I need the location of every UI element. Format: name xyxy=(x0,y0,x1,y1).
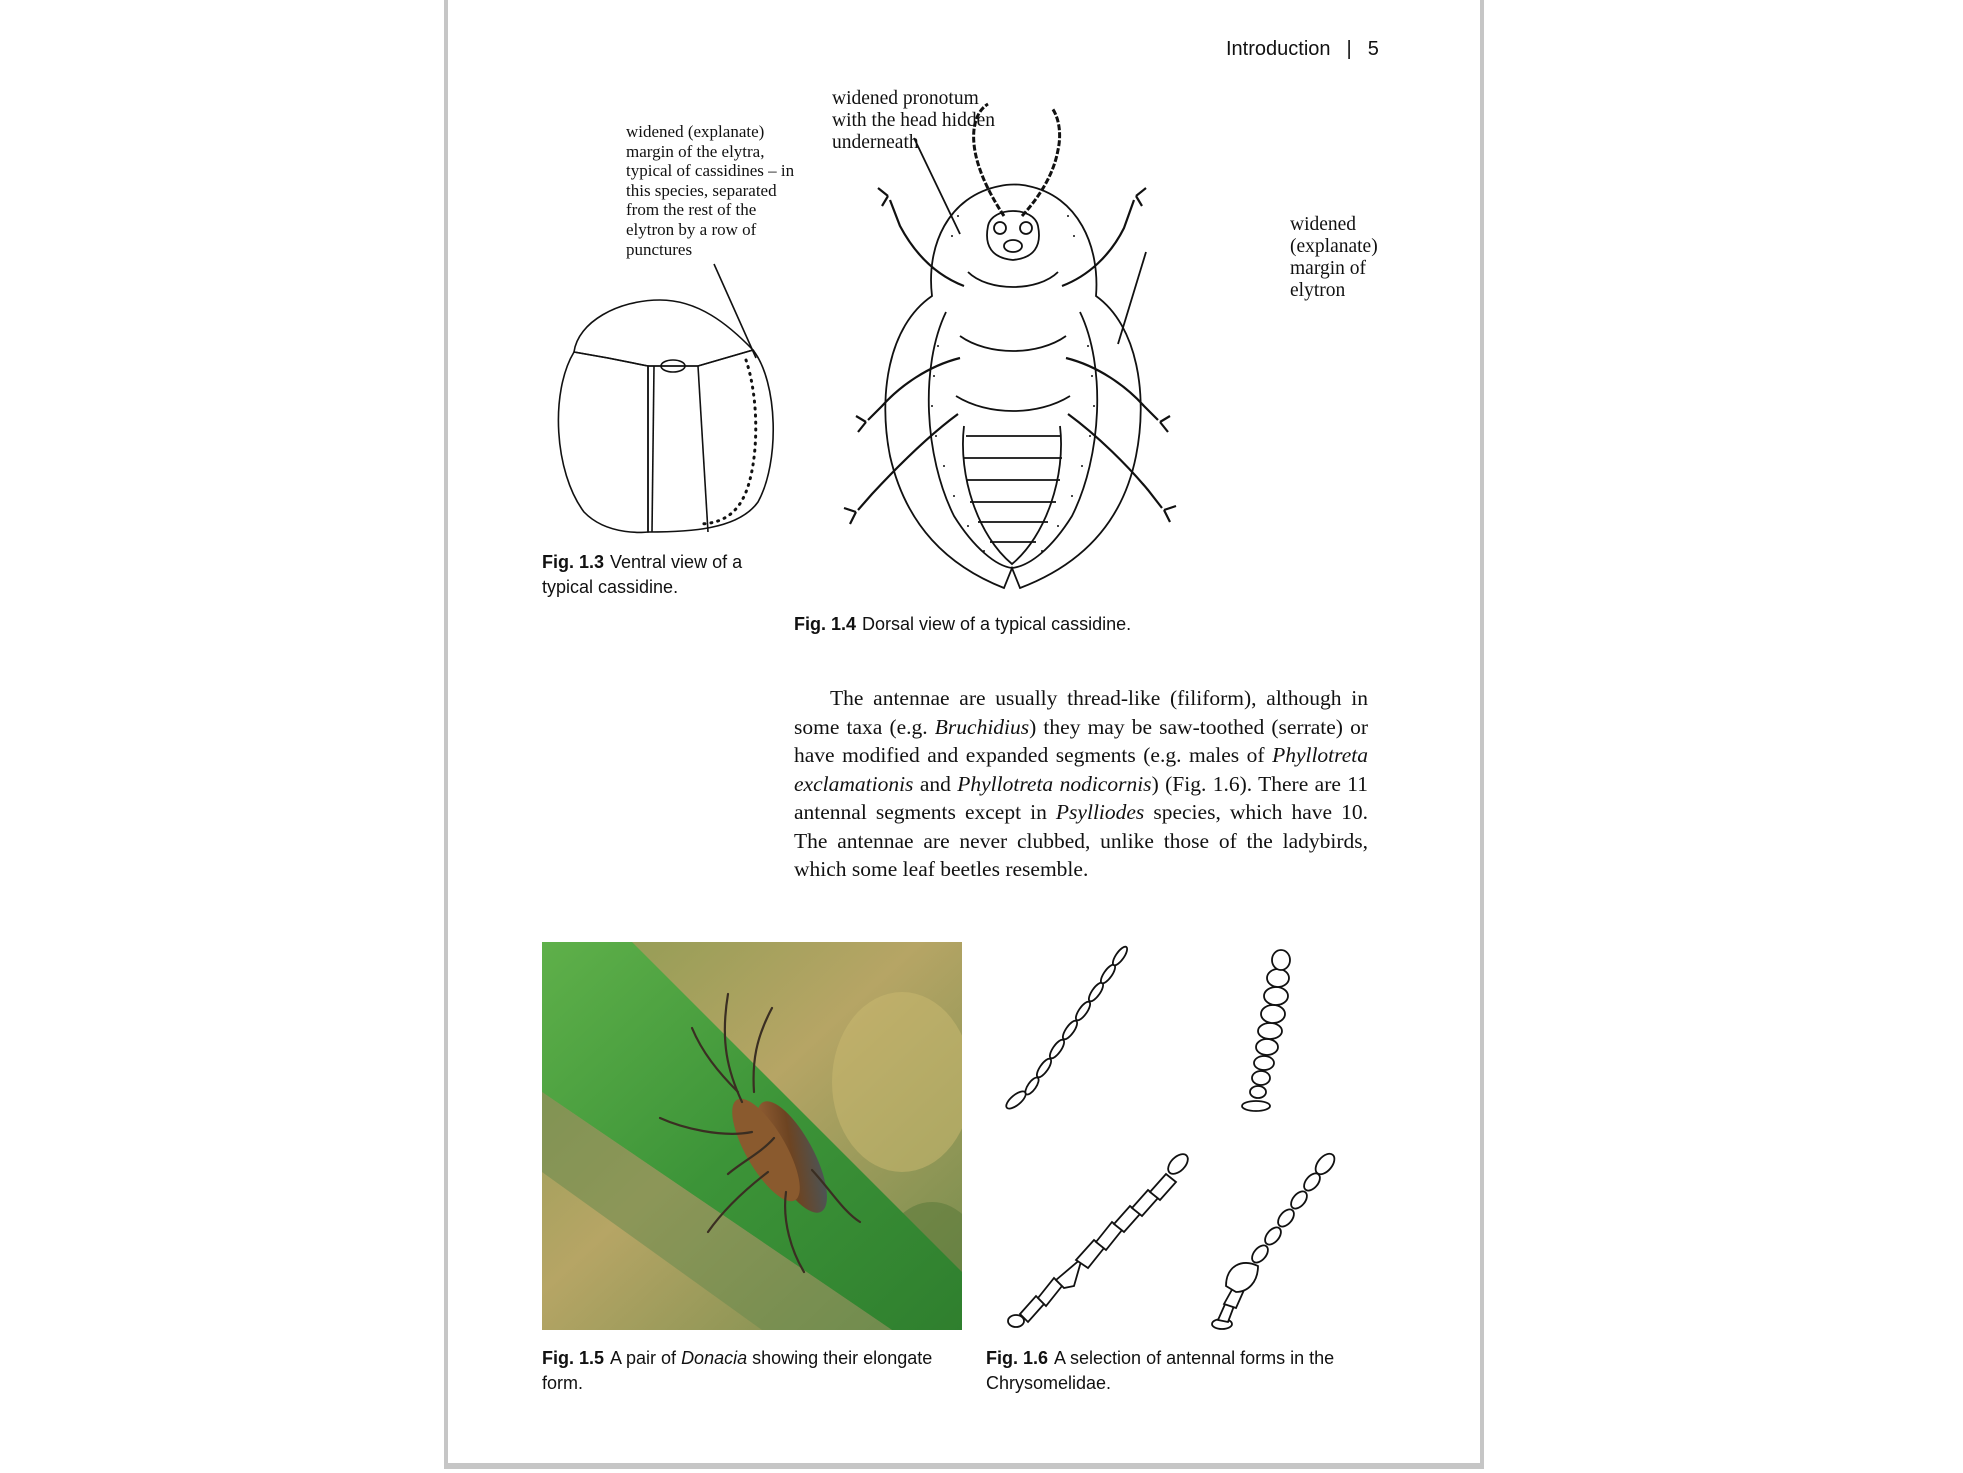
antenna-modified xyxy=(1212,1150,1338,1329)
book-page xyxy=(444,0,1484,1469)
fig13-caption xyxy=(542,550,772,600)
fig16-caption xyxy=(986,1346,1386,1396)
fig14-label-margin-line: elytron xyxy=(1290,280,1346,301)
fig13-suture xyxy=(698,366,708,532)
fig14-label-pronotum-line: with the head hidden xyxy=(832,110,995,131)
fig14-leg-middle-left xyxy=(856,358,960,432)
fig14-caption-label: Fig. 1.4 xyxy=(794,614,857,634)
fig15-caption-text: showing their elongate form. xyxy=(542,1348,933,1393)
running-header xyxy=(1226,38,1379,61)
body-italic-taxon: Phyllotreta exclamationis xyxy=(794,743,1368,796)
fig14-dorsal-drawing xyxy=(828,96,1288,596)
fig14-leg-front-left xyxy=(878,188,964,286)
fig16-caption-label: Fig. 1.6 xyxy=(986,1348,1049,1368)
fig15-caption-italic: Donacia xyxy=(681,1348,748,1368)
fig14-prosternum xyxy=(968,272,1058,287)
header-section: Introduction xyxy=(1226,38,1331,60)
fig16-antennae-drawing xyxy=(996,936,1356,1336)
fig14-label-margin-line: margin of xyxy=(1290,258,1367,279)
fig14-caption xyxy=(794,612,1131,637)
fig14-abdomen-outline xyxy=(963,426,1061,564)
fig15-caption xyxy=(542,1346,972,1396)
fig13-right-elytron xyxy=(648,350,773,532)
antenna-serrate xyxy=(1008,1151,1191,1327)
fig13-midline xyxy=(652,366,654,532)
fig13-ventral-drawing xyxy=(548,262,808,542)
antenna-filiform xyxy=(1004,945,1130,1112)
fig15-caption-text: A pair of xyxy=(610,1348,682,1368)
fig14-label-pronotum-line: widened pronotum xyxy=(832,88,979,109)
header-page-number: 5 xyxy=(1367,38,1379,60)
fig14-label-margin xyxy=(1290,214,1378,302)
fig14-label-margin-line: (explanate) xyxy=(1290,236,1378,257)
fig13-leader-line xyxy=(714,264,756,358)
fig14-eye-right xyxy=(1020,222,1032,234)
body-text-run: ) (Fig. 1.6). There are 11 antennal segments except in xyxy=(794,771,1368,824)
fig14-mouthparts xyxy=(1004,240,1022,252)
antenna-moniliform xyxy=(1242,950,1290,1111)
body-italic-taxon: Phyllotreta nodicornis xyxy=(957,771,1152,796)
fig13-left-elytron xyxy=(558,352,648,532)
fig14-leader-line-margin xyxy=(1118,252,1146,344)
fig14-body-outline xyxy=(885,185,1140,589)
fig13-caption-label: Fig. 1.3 xyxy=(542,552,605,572)
fig14-label-margin-line: widened xyxy=(1290,214,1357,235)
fig16-caption-text: A selection of antennal forms in the Chrysomelidae. xyxy=(986,1348,1335,1393)
fig15-photo xyxy=(542,942,962,1330)
fig14-leader-line-pronotum xyxy=(914,138,960,234)
fig14-mesosternum xyxy=(960,336,1066,351)
fig13-caption-text: Ventral view of a typical cassidine. xyxy=(542,552,743,597)
body-text-run: and xyxy=(913,771,958,796)
fig14-antenna-right xyxy=(1022,108,1060,216)
body-text-run: ) they may be saw-toothed (serrate) or have modified and expanded segments (e.g. males of xyxy=(794,714,1368,767)
fig14-antenna-left xyxy=(974,104,1004,216)
fig14-metasternum xyxy=(956,396,1070,411)
fig15-caption-label: Fig. 1.5 xyxy=(542,1348,605,1368)
fig14-eye-left xyxy=(994,222,1006,234)
fig14-leg-hind-right xyxy=(1068,414,1176,522)
fig14-caption-text: Dorsal view of a typical cassidine. xyxy=(862,614,1132,634)
body-paragraph xyxy=(794,684,1368,884)
fig14-leg-hind-left xyxy=(844,414,958,524)
fig14-leg-middle-right xyxy=(1066,358,1170,432)
fig14-leg-front-right xyxy=(1062,188,1146,286)
body-text-run: species, which have 10. The antennae are never clubbed, unlike those of the ladybirds, which some leaf beetles resemble. xyxy=(794,800,1369,881)
fig14-label-pronotum-line: underneath xyxy=(832,132,919,153)
body-text-run: The antennae are usually thread-like (filiform), although in some taxa (e.g. xyxy=(794,686,1368,739)
body-italic-taxon: Psylliodes xyxy=(1055,800,1145,824)
header-separator: | xyxy=(1346,38,1352,60)
fig13-annotation: widened (explanate) margin of the elytra, typical of cassidines – in this species, separated from the rest of the elytron by a row of punctures xyxy=(626,122,795,259)
body-italic-taxon: Bruchidius xyxy=(934,714,1030,739)
